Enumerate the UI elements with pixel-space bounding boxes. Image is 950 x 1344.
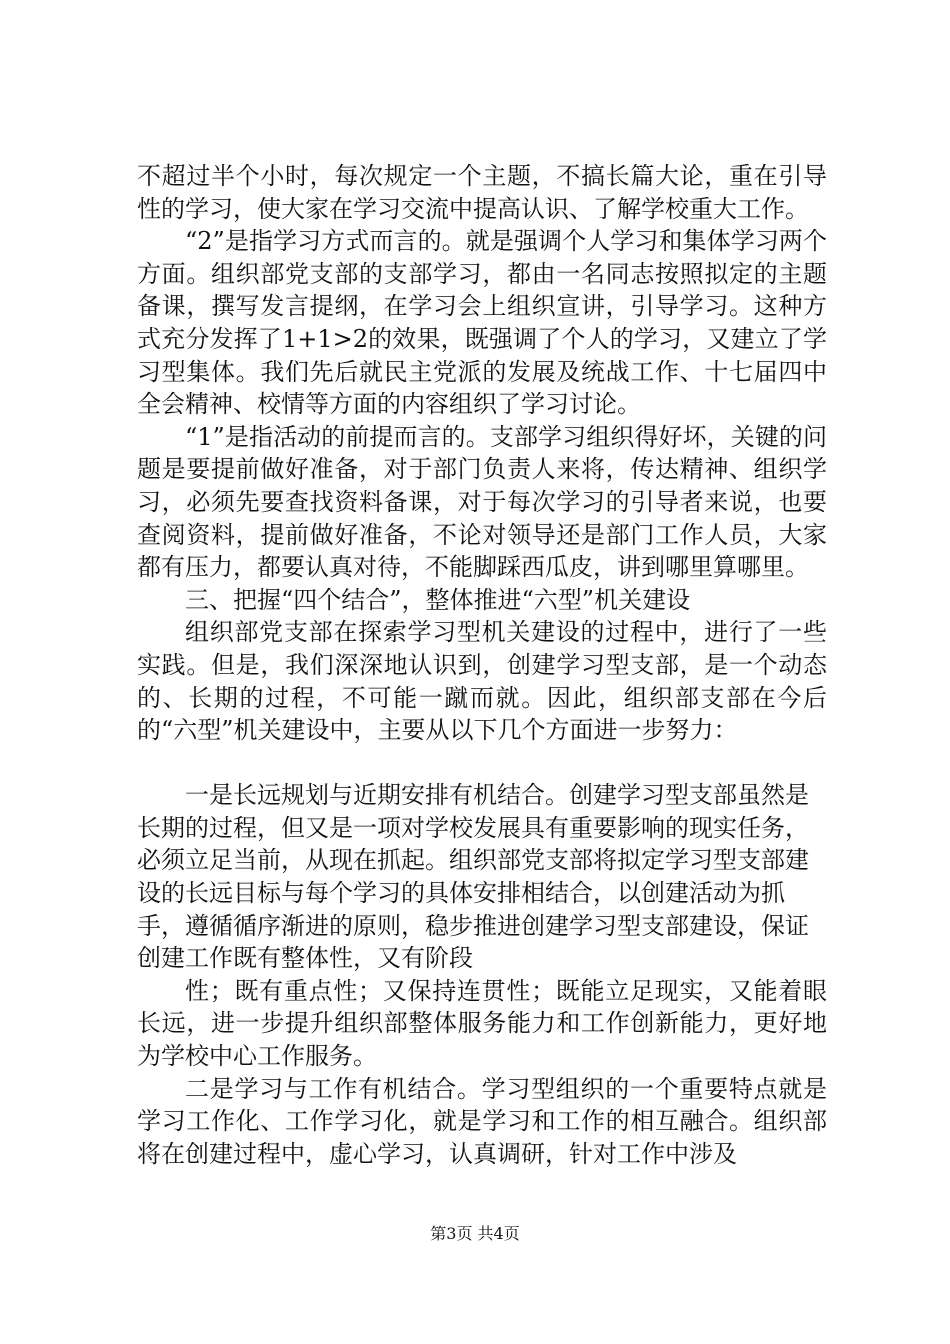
paragraph-activity-premise: “1”是指活动的前提而言的。支部学习组织得好坏，关键的问题是要提前做好准备，对于部门负责人来将，传达精神、组织学习，必须先要查找资料备课，对于每次学习的引导者来说，也要查阅资料，提前做好准备，不论对领导还是部门工作人员，大家都有压力，都要认真对待，不能脚踩西瓜皮，讲到哪里算哪里。: [137, 422, 827, 582]
paragraph-learning-method: “2”是指学习方式而言的。就是强调个人学习和集体学习两个方面。组织部党支部的支部学习，都由一名同志按照拟定的主题备课，撰写发言提纲，在学习会上组织宣讲，引导学习。这种方式充分发挥了1+1>2的效果，既强调了个人的学习，又建立了学习型集体。我们先后就民主党派的发展及统战工作、十七届四中全会精神、校情等方面的内容组织了学习讨论。: [137, 227, 827, 419]
section-heading: 三、把握“四个结合”，整体推进“六型”机关建设: [185, 585, 691, 614]
paragraph-continuation: 不超过半个小时，每次规定一个主题，不搞长篇大论，重在引导性的学习，使大家在学习交流中提高认识、了解学校重大工作。: [137, 162, 827, 223]
page-number: 第3页 共4页: [430, 1224, 520, 1243]
document-body: [137, 160, 827, 1170]
paragraph-long-term-planning: 一是长远规划与近期安排有机结合。创建学习型支部虽然是长期的过程，但又是一项对学校发展具有重要影响的现实任务，必须立足当前，从现在抓起。组织部党支部将拟定学习型支部建设的长远目标与每个学习的具体安排相结合，以创建活动为抓手，遵循循序渐进的原则，稳步推进创建学习型支部建设，保证创建工作既有整体性，又有阶段: [137, 781, 809, 973]
paragraph-practice: 组织部党支部在探索学习型机关建设的过程中，进行了一些实践。但是，我们深深地认识到，创建学习型支部，是一个动态的、长期的过程，不可能一蹴而就。因此，组织部支部在今后的“六型”机关建设中，主要从以下几个方面进一步努力：: [137, 618, 827, 745]
paragraph-long-term-planning-cont: 性；既有重点性；又保持连贯性；既能立足现实，又能着眼长远，进一步提升组织部整体服务能力和工作创新能力，更好地为学校中心工作服务。: [137, 976, 827, 1071]
paragraph-study-and-work: 二是学习与工作有机结合。学习型组织的一个重要特点就是学习工作化、工作学习化，就是学习和工作的相互融合。组织部将在创建过程中，虚心学习，认真调研，针对工作中涉及: [137, 1074, 827, 1168]
